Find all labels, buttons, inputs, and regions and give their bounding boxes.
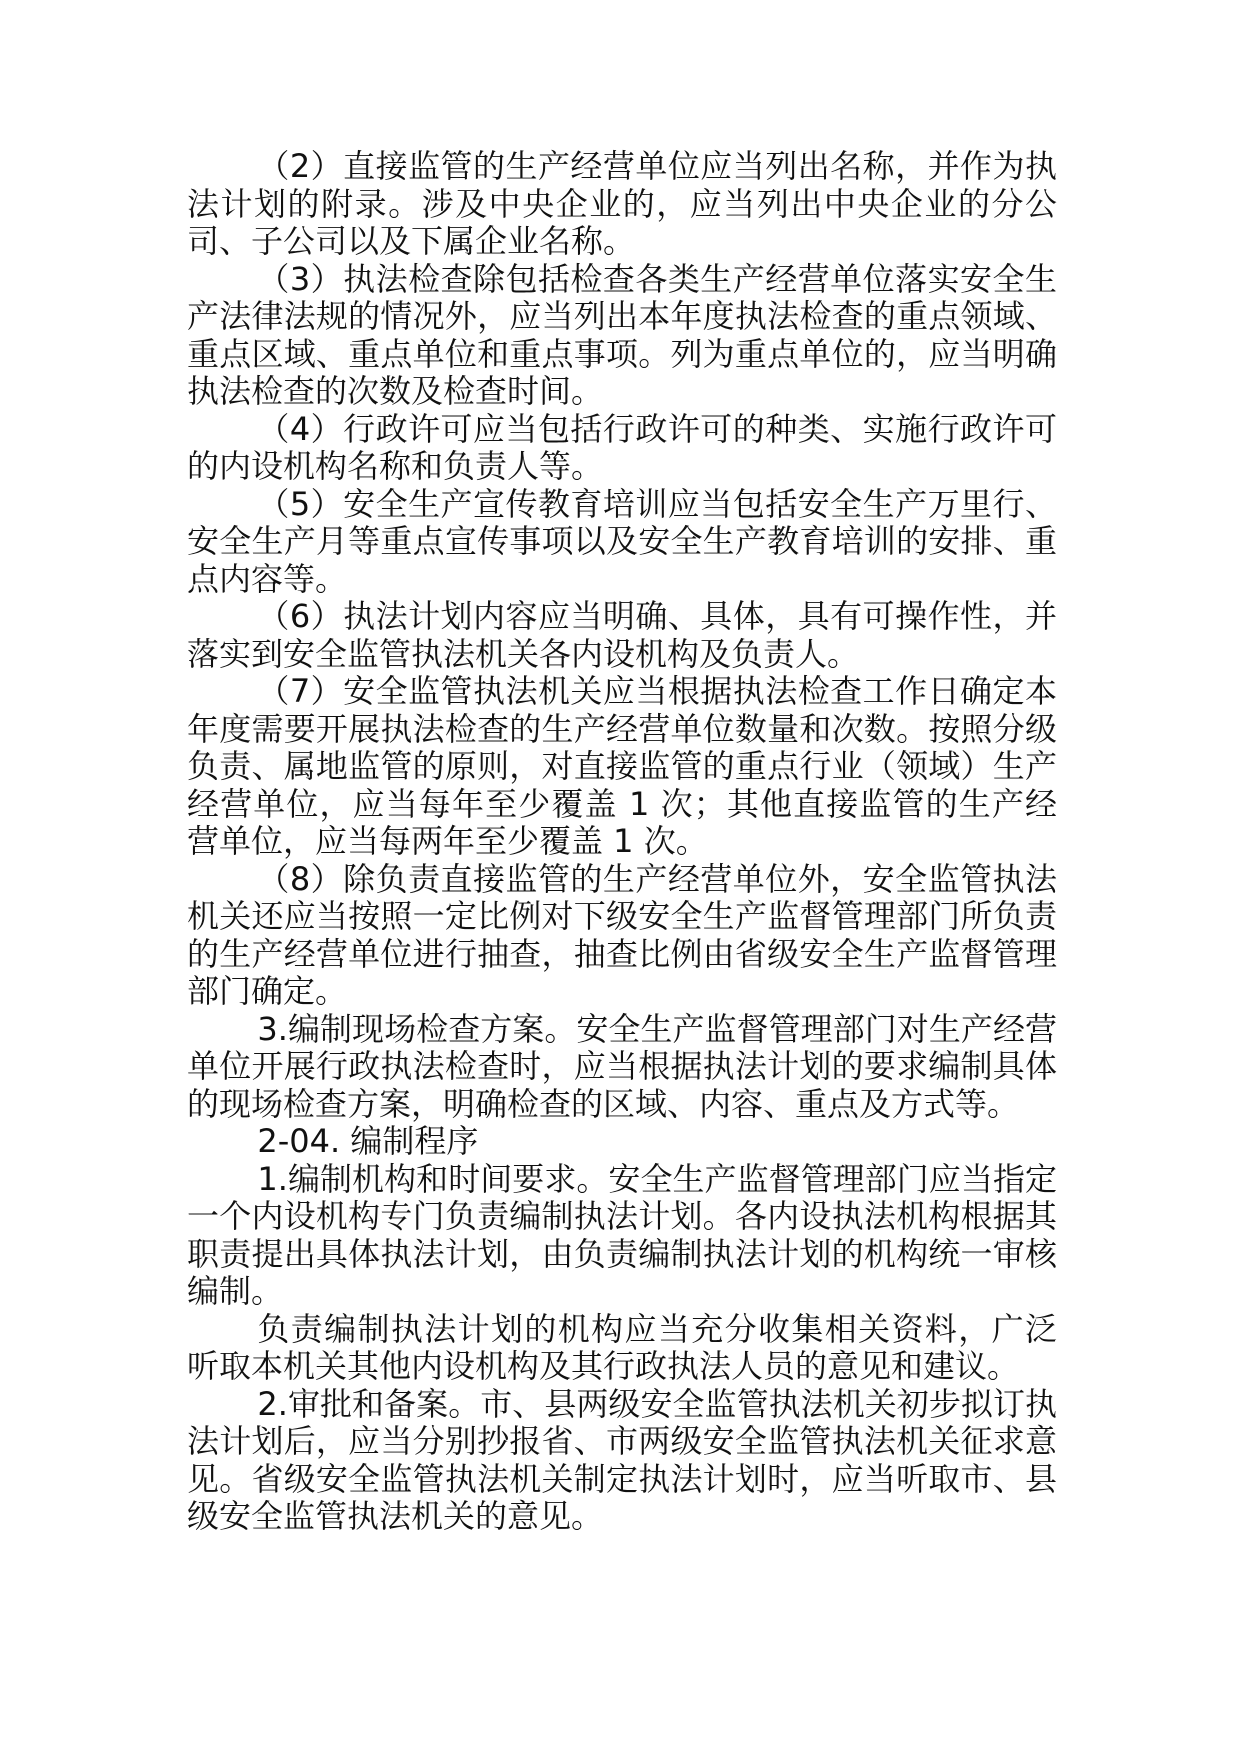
paragraph-onsite-inspection-plan: 3.编制现场检查方案。安全生产监督管理部门对生产经营单位开展行政执法检查时，应当根据执法计划的要求编制具体的现场检查方案，明确检查的区域、内容、重点及方式等。 — [187, 1009, 1057, 1123]
paragraph-collect-materials: 负责编制执法计划的机构应当充分收集相关资料，广泛听取本机关其他内设机构及其行政执法人员的意见和建议。 — [187, 1309, 1057, 1385]
paragraph-3-law-enforcement-inspection: （3）执法检查除包括检查各类生产经营单位落实安全生产法律法规的情况外，应当列出本年度执法检查的重点领域、重点区域、重点单位和重点事项。列为重点单位的，应当明确执法检查的次数及检查时间。 — [187, 259, 1057, 410]
paragraph-approval-filing: 2.审批和备案。市、县两级安全监管执法机关初步拟订执法计划后，应当分别抄报省、市两级安全监管执法机关征求意见。省级安全监管执法机关制定执法计划时，应当听取市、县级安全监管执法机关的意见。 — [187, 1384, 1057, 1535]
paragraph-2-direct-supervision: （2）直接监管的生产经营单位应当列出名称，并作为执法计划的附录。涉及中央企业的，应当列出中央企业的分公司、子公司以及下属企业名称。 — [187, 147, 1057, 260]
paragraph-5-safety-education: （5）安全生产宣传教育培训应当包括安全生产万里行、安全生产月等重点宣传事项以及安全生产教育培训的安排、重点内容等。 — [187, 484, 1057, 598]
paragraph-8-spot-check: （8）除负责直接监管的生产经营单位外，安全监管执法机关还应当按照一定比例对下级安全生产监督管理部门所负责的生产经营单位进行抽查，抽查比例由省级安全生产监督管理部门确定。 — [187, 859, 1057, 1010]
paragraph-4-administrative-license: （4）行政许可应当包括行政许可的种类、实施行政许可的内设机构名称和负责人等。 — [187, 409, 1057, 485]
document-body — [187, 148, 1057, 1536]
paragraph-7-inspection-coverage: （7）安全监管执法机关应当根据执法检查工作日确定本年度需要开展执法检查的生产经营单位数量和次数。按照分级负责、属地监管的原则，对直接监管的重点行业（领域）生产经营单位，应当每年至少覆盖 1 次；其他直接监管的生产经营单位，应当每两年至少覆盖 1 次。 — [187, 672, 1057, 860]
section-heading-2-04: 2-04. 编制程序 — [257, 1122, 479, 1160]
paragraph-drafting-institution: 1.编制机构和时间要求。安全生产监督管理部门应当指定一个内设机构专门负责编制执法计划。各内设执法机构根据其职责提出具体执法计划，由负责编制执法计划的机构统一审核编制。 — [187, 1159, 1057, 1310]
paragraph-6-plan-content: （6）执法计划内容应当明确、具体，具有可操作性，并落实到安全监管执法机关各内设机构及负责人。 — [187, 597, 1057, 673]
